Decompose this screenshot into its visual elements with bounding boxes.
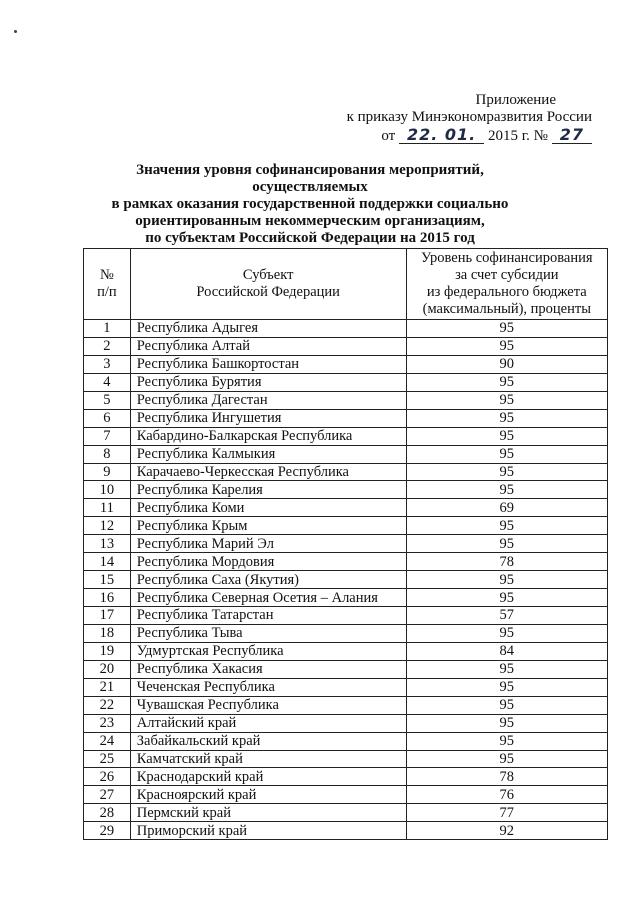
- row-number: 17: [84, 607, 131, 625]
- table-body: [84, 320, 608, 840]
- header-value-line: Уровень софинансирования: [421, 250, 593, 266]
- row-value: 69: [406, 499, 607, 517]
- appendix-order-ref: к приказу Минэкономразвития России: [346, 109, 592, 125]
- appendix-block: [347, 92, 592, 145]
- row-number: 11: [84, 499, 131, 517]
- row-subject: Республика Коми: [130, 499, 406, 517]
- row-value: 95: [406, 320, 607, 338]
- table-row: [84, 624, 608, 642]
- row-subject: Забайкальский край: [130, 732, 406, 750]
- row-number: 23: [84, 714, 131, 732]
- table-row: [84, 499, 608, 517]
- table-row: [84, 768, 608, 786]
- row-number: 5: [84, 391, 131, 409]
- row-value: 95: [406, 589, 607, 607]
- heading-line: Значения уровня софинансирования мероприятий, осуществляемых: [136, 162, 484, 195]
- row-number: 25: [84, 750, 131, 768]
- row-number: 13: [84, 535, 131, 553]
- row-value: 95: [406, 481, 607, 499]
- row-value: 95: [406, 445, 607, 463]
- row-value: 57: [406, 607, 607, 625]
- row-number: 9: [84, 463, 131, 481]
- row-subject: Пермский край: [130, 804, 406, 822]
- table-row: [84, 786, 608, 804]
- table-row: [84, 481, 608, 499]
- row-subject: Республика Алтай: [130, 337, 406, 355]
- row-number: 24: [84, 732, 131, 750]
- appendix-title: Приложение: [475, 92, 556, 108]
- row-value: 95: [406, 732, 607, 750]
- row-subject: Камчатский край: [130, 750, 406, 768]
- row-value: 76: [406, 786, 607, 804]
- table-row: [84, 445, 608, 463]
- table-row: [84, 320, 608, 338]
- table-row: [84, 804, 608, 822]
- table-row: [84, 409, 608, 427]
- cofinancing-table: [83, 248, 608, 840]
- row-number: 21: [84, 678, 131, 696]
- table-row: [84, 589, 608, 607]
- header-value-line: из федерального бюджета: [426, 284, 587, 300]
- row-number: 26: [84, 768, 131, 786]
- row-number: 7: [84, 427, 131, 445]
- table-row: [84, 732, 608, 750]
- row-number: 19: [84, 642, 131, 660]
- row-number: 1: [84, 320, 131, 338]
- row-subject: Республика Карелия: [130, 481, 406, 499]
- row-value: 95: [406, 750, 607, 768]
- row-subject: Республика Хакасия: [130, 660, 406, 678]
- table-row: [84, 822, 608, 840]
- table-row: [84, 553, 608, 571]
- table-header-row: [84, 249, 608, 320]
- row-subject: Республика Крым: [130, 517, 406, 535]
- row-value: 95: [406, 427, 607, 445]
- row-number: 29: [84, 822, 131, 840]
- header-subject: [130, 249, 406, 320]
- table-row: [84, 696, 608, 714]
- row-value: 95: [406, 678, 607, 696]
- table-row: [84, 355, 608, 373]
- row-value: 78: [406, 768, 607, 786]
- appendix-date-line: [347, 126, 592, 145]
- header-value-line: (максимальный), проценты: [422, 301, 591, 317]
- row-subject: Республика Марий Эл: [130, 535, 406, 553]
- row-value: 95: [406, 337, 607, 355]
- row-number: 2: [84, 337, 131, 355]
- row-subject: Республика Адыгея: [130, 320, 406, 338]
- row-subject: Красноярский край: [130, 786, 406, 804]
- handwritten-date: 22. 01.: [399, 126, 484, 144]
- table-row: [84, 714, 608, 732]
- heading-line: в рамках оказания государственной поддержки социально: [111, 196, 509, 212]
- row-value: 95: [406, 624, 607, 642]
- table-row: [84, 373, 608, 391]
- row-value: 95: [406, 391, 607, 409]
- row-number: 27: [84, 786, 131, 804]
- row-number: 14: [84, 553, 131, 571]
- row-number: 8: [84, 445, 131, 463]
- header-value: [406, 249, 607, 320]
- row-subject: Республика Ингушетия: [130, 409, 406, 427]
- row-number: 16: [84, 589, 131, 607]
- row-value: 90: [406, 355, 607, 373]
- header-subject-line: Субъект: [242, 267, 294, 283]
- row-subject: Республика Татарстан: [130, 607, 406, 625]
- table-row: [84, 607, 608, 625]
- row-number: 20: [84, 660, 131, 678]
- row-number: 10: [84, 481, 131, 499]
- header-number-line: п/п: [97, 284, 117, 300]
- row-value: 77: [406, 804, 607, 822]
- from-label: от: [381, 128, 396, 144]
- row-number: 12: [84, 517, 131, 535]
- document-heading: [80, 162, 540, 247]
- header-number-line: №: [99, 267, 114, 283]
- row-subject: Алтайский край: [130, 714, 406, 732]
- table-row: [84, 660, 608, 678]
- table-row: [84, 750, 608, 768]
- row-subject: Чувашская Республика: [130, 696, 406, 714]
- row-subject: Чеченская Республика: [130, 678, 406, 696]
- row-value: 95: [406, 409, 607, 427]
- row-value: 84: [406, 642, 607, 660]
- row-value: 95: [406, 373, 607, 391]
- table-row: [84, 463, 608, 481]
- row-number: 28: [84, 804, 131, 822]
- heading-line: ориентированным некоммерческим организациям,: [135, 213, 485, 229]
- row-value: 95: [406, 535, 607, 553]
- table-row: [84, 678, 608, 696]
- row-subject: Республика Бурятия: [130, 373, 406, 391]
- year-label: 2015 г. №: [487, 128, 548, 144]
- table-row: [84, 642, 608, 660]
- row-subject: Республика Северная Осетия – Алания: [130, 589, 406, 607]
- table-row: [84, 517, 608, 535]
- row-subject: Республика Калмыкия: [130, 445, 406, 463]
- header-subject-line: Российской Федерации: [196, 284, 340, 300]
- row-number: 15: [84, 571, 131, 589]
- row-number: 3: [84, 355, 131, 373]
- row-subject: Краснодарский край: [130, 768, 406, 786]
- table-row: [84, 571, 608, 589]
- row-value: 92: [406, 822, 607, 840]
- header-number: [84, 249, 131, 320]
- row-value: 95: [406, 714, 607, 732]
- header-value-line: за счет субсидии: [455, 267, 559, 283]
- table-row: [84, 391, 608, 409]
- table-row: [84, 337, 608, 355]
- row-subject: Республика Тыва: [130, 624, 406, 642]
- row-subject: Приморский край: [130, 822, 406, 840]
- row-number: 18: [84, 624, 131, 642]
- row-value: 95: [406, 696, 607, 714]
- row-subject: Республика Саха (Якутия): [130, 571, 406, 589]
- heading-line: по субъектам Российской Федерации на 2015 год: [145, 230, 475, 246]
- row-number: 4: [84, 373, 131, 391]
- row-subject: Удмуртская Республика: [130, 642, 406, 660]
- scan-speck: [14, 30, 17, 33]
- row-value: 78: [406, 553, 607, 571]
- row-subject: Карачаево-Черкесская Республика: [130, 463, 406, 481]
- row-number: 22: [84, 696, 131, 714]
- row-subject: Республика Мордовия: [130, 553, 406, 571]
- row-subject: Республика Башкортостан: [130, 355, 406, 373]
- table-row: [84, 427, 608, 445]
- row-subject: Республика Дагестан: [130, 391, 406, 409]
- table-row: [84, 535, 608, 553]
- row-value: 95: [406, 463, 607, 481]
- row-value: 95: [406, 517, 607, 535]
- row-subject: Кабардино-Балкарская Республика: [130, 427, 406, 445]
- row-value: 95: [406, 660, 607, 678]
- row-number: 6: [84, 409, 131, 427]
- row-value: 95: [406, 571, 607, 589]
- handwritten-number: 27: [552, 126, 592, 144]
